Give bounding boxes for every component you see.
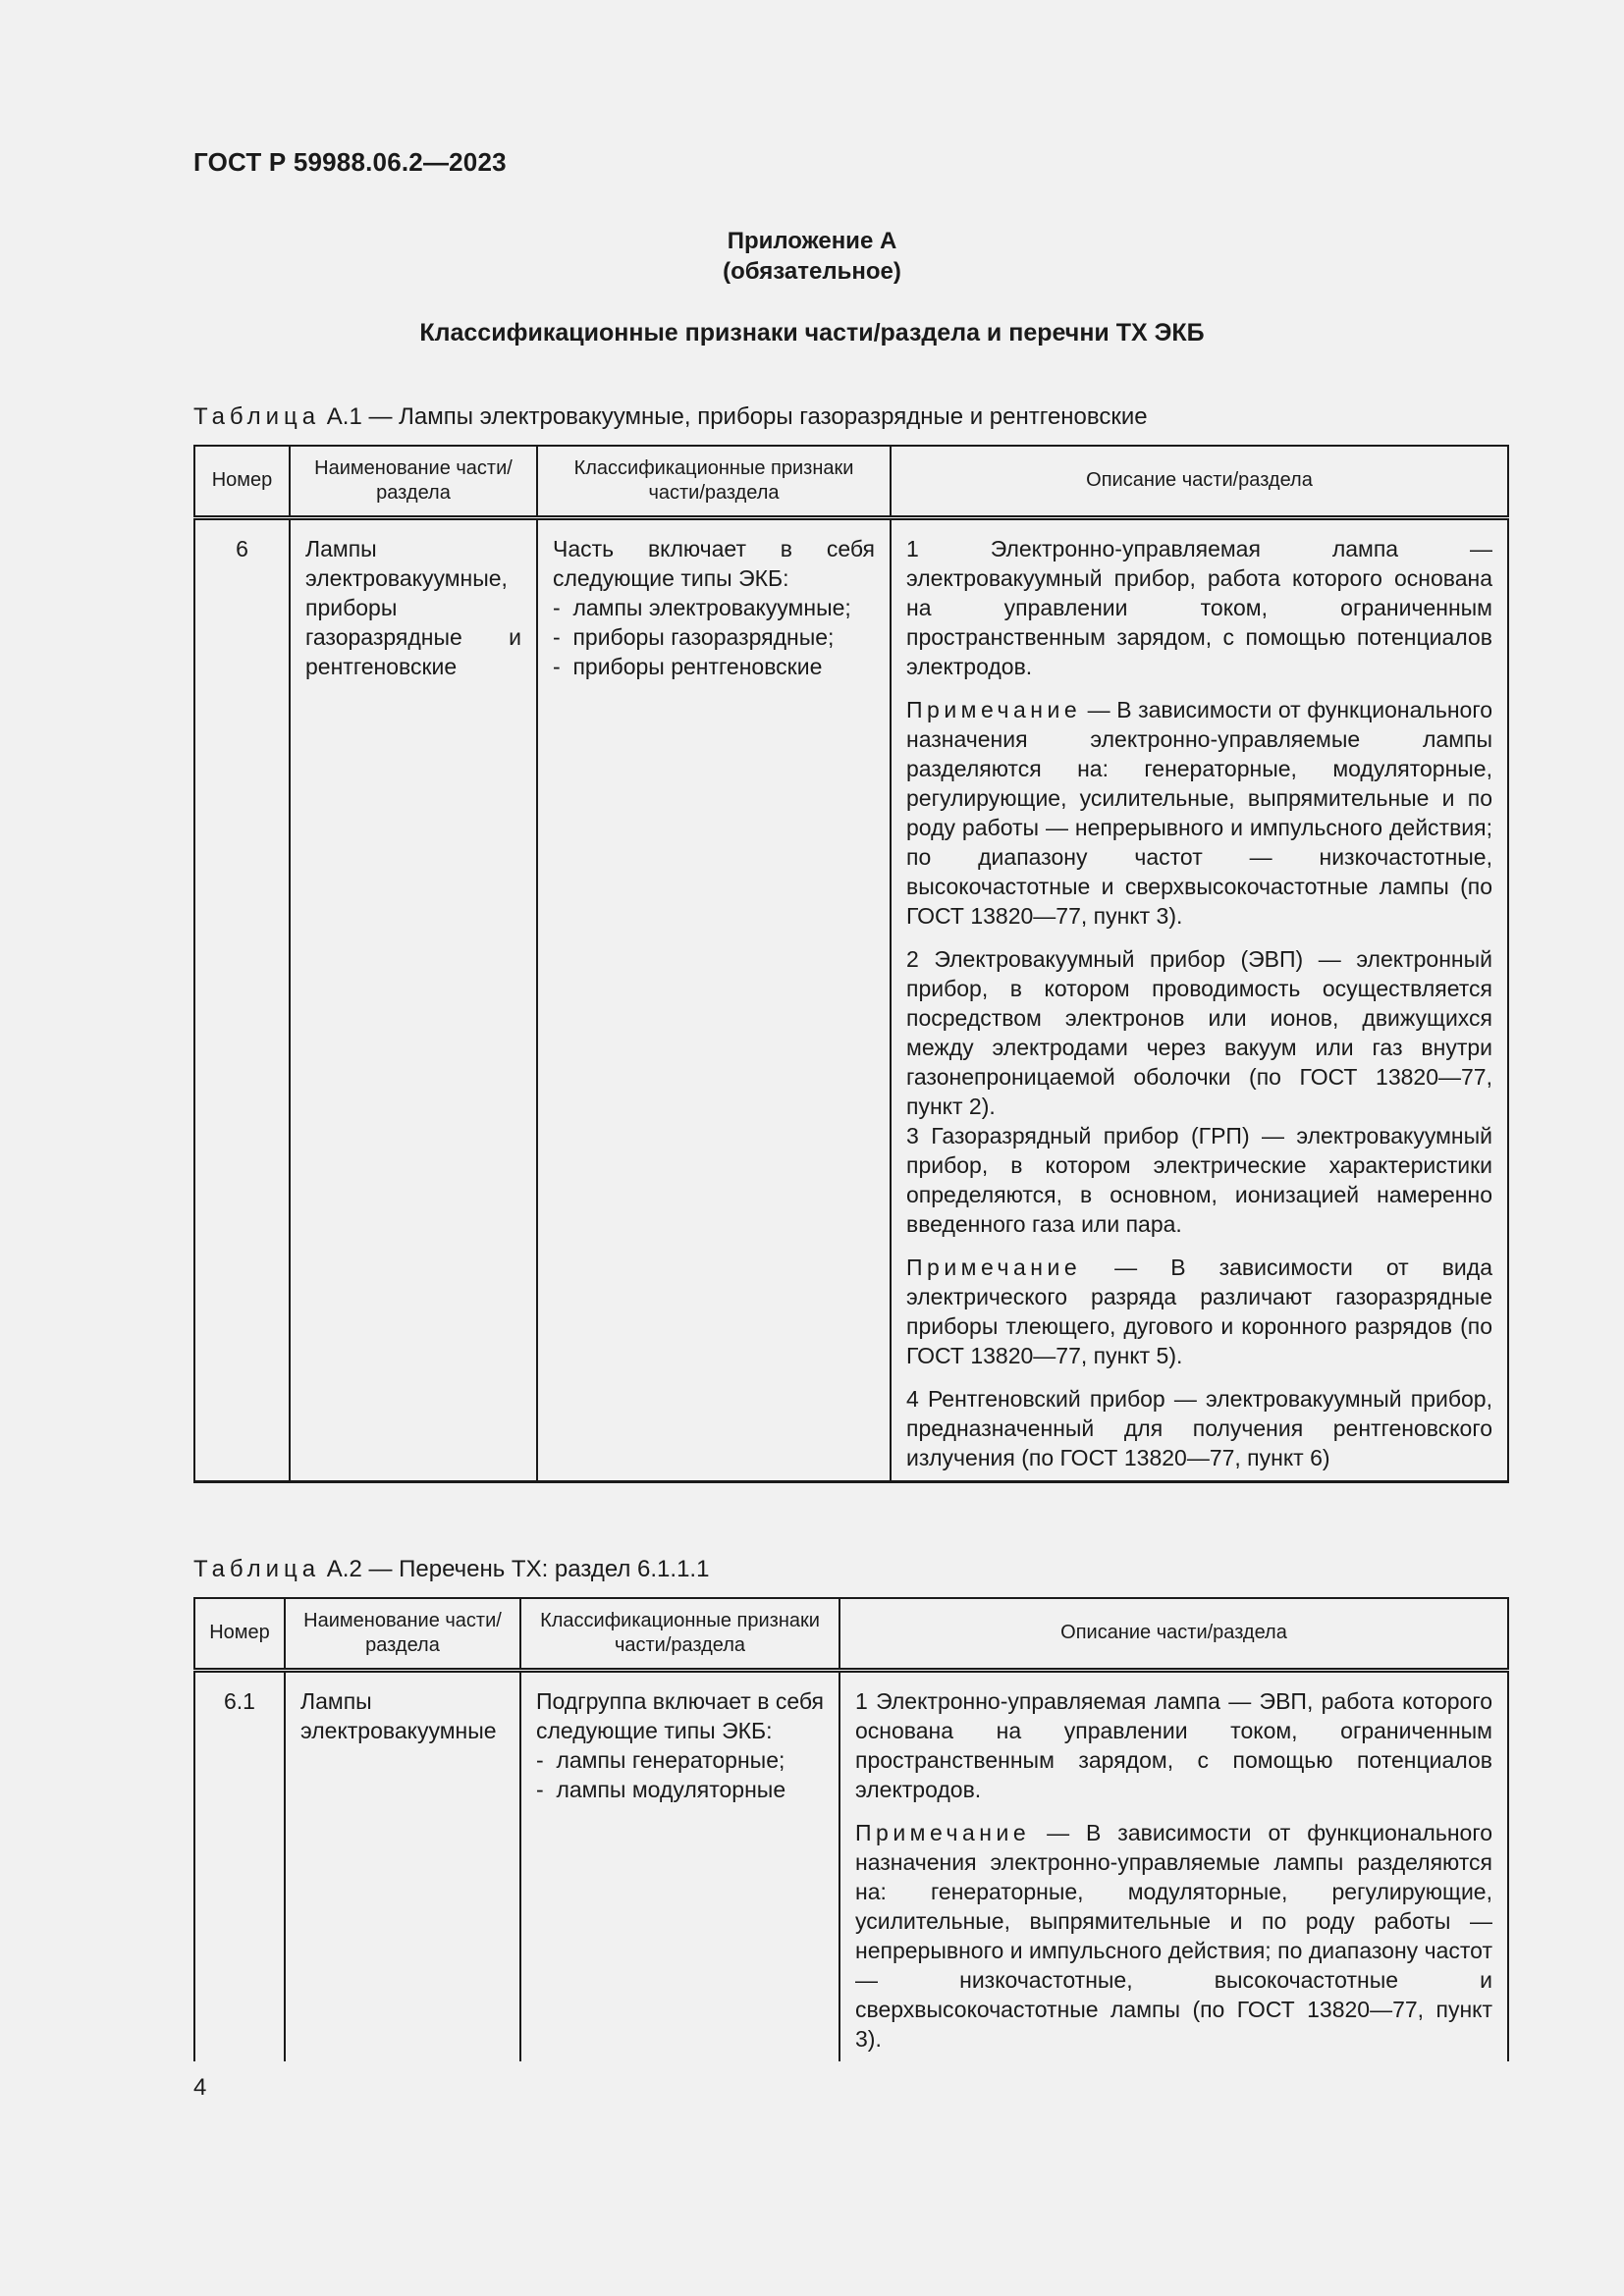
table2-header-features: Классификационные признаки части/раздела: [520, 1598, 839, 1670]
table2-caption-prefix: Таблица: [193, 1556, 321, 1582]
table2-cell-number: 6.1: [194, 1670, 285, 2061]
table2-cell-name: Лампы электровакуумные: [285, 1670, 520, 2061]
table2-header-row: [194, 1598, 1508, 1670]
table2-cell-features: [520, 1670, 839, 2061]
table1-desc-4: 4 Рентгеновский прибор — электровакуумный прибор, предназначенный для получения рентгеновского излучения (по ГОСТ 13820—77, пункт 6): [906, 1385, 1492, 1470]
appendix-title: Приложение А: [727, 228, 897, 254]
list-item: - лампы генераторные;: [536, 1746, 785, 1773]
table2-caption-text: А.2 — Перечень ТХ: раздел 6.1.1.1: [320, 1556, 710, 1582]
table1-features-list: [553, 593, 875, 681]
appendix-subtitle: (обязательное): [723, 258, 901, 285]
table1-header-row: [194, 446, 1508, 517]
table2-note-1: Примечание — В зависимости от функционального назначения электронно-управляемые лампы разделяются на: генераторные, модуляторные, регулирующие, усилительные, выпрямительные и по роду работы — непрерывного и импульсного действия; по диапазону частот — низкочастотные, высокочастотные и сверхвысокочастотные лампы (по ГОСТ 13820—77, пункт 3).: [855, 1819, 1492, 2052]
table1-header-name: Наименование части/раздела: [290, 446, 537, 517]
table1-caption-text: А.1 — Лампы электровакуумные, приборы газоразрядные и рентгеновские: [320, 403, 1148, 430]
list-item: - лампы модуляторные: [536, 1776, 786, 1802]
table2-desc-1: 1 Электронно-управляемая лампа — ЭВП, работа которого основана на управлении током, ограниченным пространственным зарядом, с помощью потенциалов электродов.: [855, 1687, 1492, 1802]
appendix-heading: [0, 226, 1624, 287]
table1-note-1: Примечание — В зависимости от функционального назначения электронно-управляемые лампы разделяются на: генераторные, модуляторные, регулирующие, усилительные, выпрямительные и по роду работы — непрерывного и импульсного действия; по диапазону частот — низкочастотные, высокочастотные и сверхвысокочастотные лампы (по ГОСТ 13820—77, пункт 3).: [906, 696, 1492, 929]
section-title: Классификационные признаки части/раздела и перечни ТХ ЭКБ: [419, 319, 1205, 347]
table2-header-description: Описание части/раздела: [839, 1598, 1508, 1670]
table1-desc-3: 3 Газоразрядный прибор (ГРП) — электровакуумный прибор, в котором электрические характеристики определяются, в основном, ионизацией намеренно введенного газа или пара.: [906, 1122, 1492, 1237]
table1: [193, 445, 1509, 1483]
table-row: [194, 517, 1508, 1481]
table1-caption: [193, 403, 1148, 431]
list-item: - приборы рентгеновские: [553, 653, 823, 679]
table2-caption: [193, 1556, 709, 1583]
table1-note-2: Примечание — В зависимости от вида электрического разряда различают газоразрядные приборы тлеющего, дугового и коронного разрядов (по ГОСТ 13820—77, пункт 5).: [906, 1254, 1492, 1368]
document-header: ГОСТ Р 59988.06.2—2023: [193, 147, 507, 177]
list-item: - лампы электровакуумные;: [553, 594, 851, 620]
table1-header-number: Номер: [194, 446, 290, 517]
table-row: [194, 1670, 1508, 2061]
table1-header-description: Описание части/раздела: [891, 446, 1508, 517]
table2-header-number: Номер: [194, 1598, 285, 1670]
table2: [193, 1597, 1509, 2061]
table2-header-name: Наименование части/раздела: [285, 1598, 520, 1670]
table1-cell-features: [537, 517, 891, 1481]
table2-features-intro: Подгруппа включает в себя следующие типы ЭКБ:: [536, 1687, 824, 1743]
table1-features-intro: Часть включает в себя следующие типы ЭКБ:: [553, 535, 875, 591]
table1-cell-number: 6: [194, 517, 290, 1481]
table1-cell-name: Лампы электровакуумные, приборы газоразрядные и рентгеновские: [290, 517, 537, 1481]
table2-cell-description: [839, 1670, 1508, 2061]
list-item: - приборы газоразрядные;: [553, 623, 835, 650]
table1-cell-description: [891, 517, 1508, 1481]
table2-features-list: [536, 1745, 824, 1804]
table1-header-features: Классификационные признаки части/раздела: [537, 446, 891, 517]
page-number: 4: [193, 2074, 207, 2101]
table1-desc-1: 1 Электронно-управляемая лампа — электровакуумный прибор, работа которого основана на управлении током, ограниченным пространственным зарядом, с помощью потенциалов электродов.: [906, 535, 1492, 679]
table1-desc-2: 2 Электровакуумный прибор (ЭВП) — электронный прибор, в котором проводимость осуществляется посредством электронов или ионов, движущихся между электродами через вакуум или газ внутри газонепроницаемой оболочки (по ГОСТ 13820—77, пункт 2).: [906, 945, 1492, 1119]
table1-caption-prefix: Таблица: [193, 403, 321, 430]
